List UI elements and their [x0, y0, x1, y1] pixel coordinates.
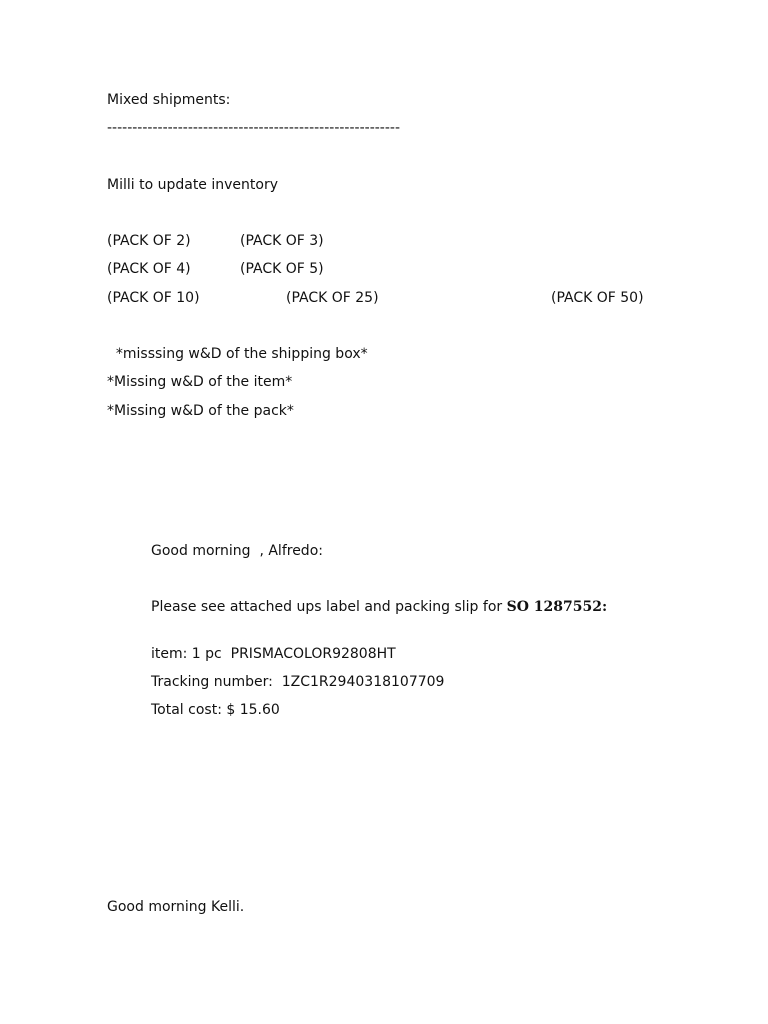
mixed-shipments-heading: Mixed shipments: [107, 92, 231, 108]
inventory-note: Milli to update inventory [107, 177, 279, 193]
sales-order-number: SO 1287552: [506, 599, 608, 615]
tracking-number-line: Tracking number: 1ZC1R2940318107709 [151, 674, 445, 690]
missing-pack-note: *Missing w&D of the pack* [107, 403, 294, 419]
dashed-divider: ---------------------------------------------------------- [107, 120, 401, 136]
pack-of-5-label: (PACK OF 5) [240, 261, 324, 277]
pack-of-2-label: (PACK OF 2) [107, 233, 191, 249]
pack-of-10-label: (PACK OF 10) [107, 290, 200, 306]
email-body-text: Please see attached ups label and packing slip for [151, 599, 507, 615]
missing-box-note: *misssing w&D of the shipping box* [107, 346, 368, 362]
pack-of-25-label: (PACK OF 25) [286, 290, 379, 306]
pack-of-4-label: (PACK OF 4) [107, 261, 191, 277]
footer-greeting: Good morning Kelli. [107, 899, 245, 915]
missing-item-note: *Missing w&D of the item* [107, 374, 293, 390]
item-line: item: 1 pc PRISMACOLOR92808HT [151, 646, 396, 662]
email-greeting: Good morning , Alfredo: [151, 543, 323, 559]
pack-of-50-label: (PACK OF 50) [551, 290, 644, 306]
pack-of-3-label: (PACK OF 3) [240, 233, 324, 249]
email-body-line [151, 599, 607, 615]
total-cost-line: Total cost: $ 15.60 [151, 702, 280, 718]
